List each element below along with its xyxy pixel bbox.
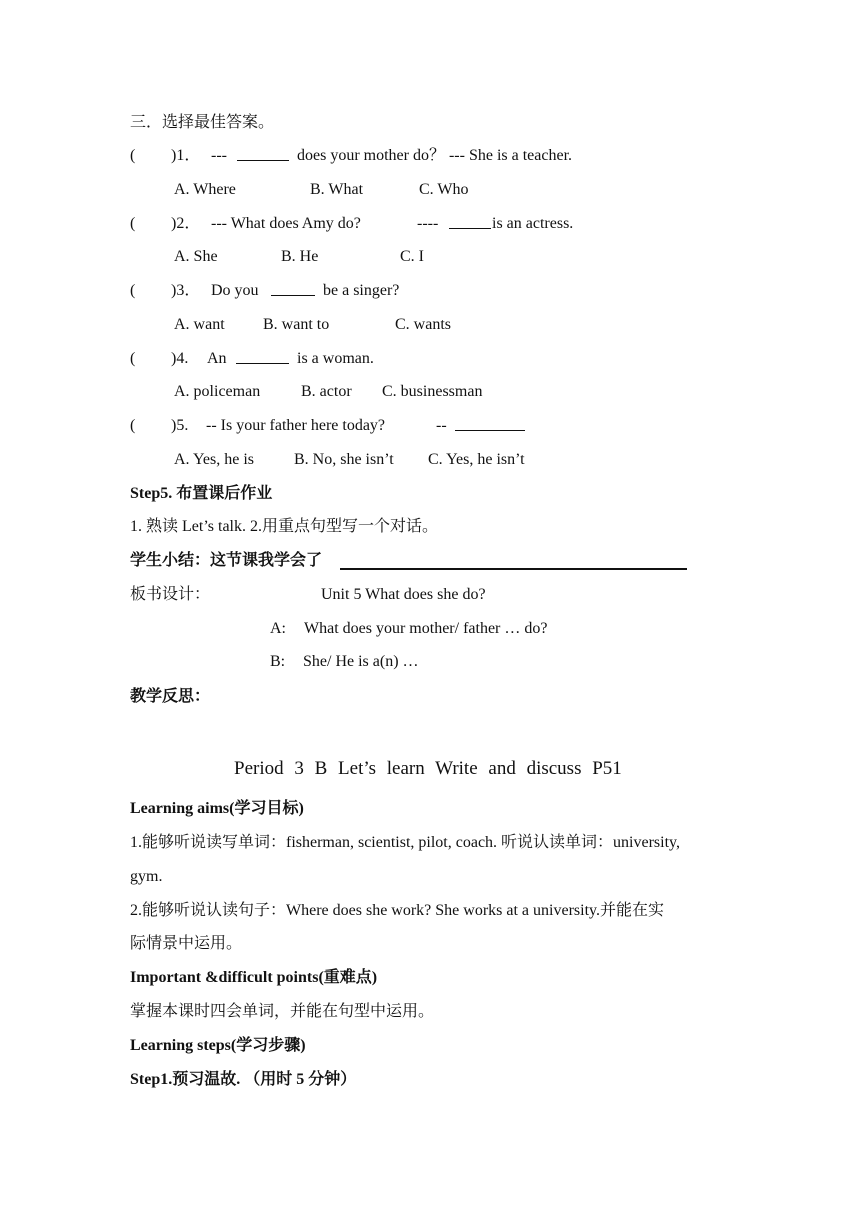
board-line-a-tag: A: <box>270 620 286 637</box>
points-text: 掌握本课时四会单词，并能在句型中运用。 <box>130 1003 435 1020</box>
step5-heading: Step5. 布置课后作业 <box>130 485 273 502</box>
board-title: Unit 5 What does she do? <box>321 586 486 603</box>
question-number: )4. <box>171 350 189 367</box>
option-a: A. policeman <box>174 383 261 400</box>
summary-blank[interactable] <box>340 551 687 570</box>
answer-blank[interactable] <box>237 146 289 161</box>
question-number: )3． <box>171 282 201 299</box>
reflection-label: 教学反思： <box>130 688 211 705</box>
question-text-pre: An <box>207 350 227 367</box>
question-text-pre: --- <box>211 147 227 164</box>
board-line-b: She/ He is a(n) … <box>303 653 419 670</box>
option-b: B. He <box>281 248 319 265</box>
board-label: 板书设计： <box>130 586 211 603</box>
homework-text: 1. 熟读 Let’s talk. 2.用重点句型写一个对话。 <box>130 518 438 535</box>
answer-blank[interactable] <box>455 416 525 431</box>
option-b: B. What <box>310 181 364 198</box>
option-b: B. want to <box>263 316 330 333</box>
paren-open: ( <box>130 282 136 299</box>
answer-blank[interactable] <box>236 349 289 364</box>
option-b: B. No, she isn’t <box>294 451 394 468</box>
question-text-post: is a woman. <box>297 350 374 367</box>
option-a: A. She <box>174 248 218 265</box>
board-line-a: What does your mother/ father … do? <box>304 620 548 637</box>
aim-1-line-2: gym. <box>130 868 163 885</box>
option-c: C. businessman <box>382 383 483 400</box>
summary-label: 学生小结：这节课我学会了 <box>130 552 323 569</box>
question-text-post: does your mother do？ --- She is a teacher. <box>297 147 573 164</box>
question-text-pre: -- Is your father here today? <box>206 417 386 434</box>
aim-2-line-1: 2.能够听说认读句子：Where does she work? She works at a university.并能在实 <box>130 902 664 919</box>
question-text-post: be a singer? <box>323 282 400 299</box>
paren-open: ( <box>130 417 136 434</box>
option-c: C. Who <box>419 181 469 198</box>
paren-open: ( <box>130 350 136 367</box>
answer-blank[interactable] <box>449 214 491 229</box>
answer-blank[interactable] <box>271 281 315 296</box>
paren-open: ( <box>130 215 136 232</box>
period-title: Period 3 B Let’s learn Write and discuss P51 <box>234 758 622 779</box>
option-a: A. Where <box>174 181 236 198</box>
option-b: B. actor <box>301 383 352 400</box>
question-text-mid: ---- <box>417 215 439 232</box>
board-line-b-tag: B: <box>270 653 286 670</box>
aim-1-line-1: 1.能够听说读写单词：fisherman, scientist, pilot, coach. 听说认读单词：university, <box>130 834 681 851</box>
points-heading: Important &difficult points(重难点) <box>130 969 378 986</box>
question-text-mid: -- <box>436 417 447 434</box>
question-number: )2． <box>171 215 201 232</box>
question-number: )1． <box>171 147 201 164</box>
step1-heading: Step1.预习温故. （用时 5 分钟） <box>130 1071 357 1088</box>
question-text-pre: --- What does Amy do? <box>211 215 361 232</box>
option-a: A. want <box>174 316 225 333</box>
question-text-post: is an actress. <box>492 215 574 232</box>
question-text-pre: Do you <box>211 282 259 299</box>
option-c: C. wants <box>395 316 451 333</box>
aim-2-line-2: 际情景中运用。 <box>130 935 243 952</box>
steps-heading: Learning steps(学习步骤) <box>130 1037 306 1054</box>
option-c: C. I <box>400 248 424 265</box>
paren-open: ( <box>130 147 136 164</box>
option-c: C. Yes, he isn’t <box>428 451 525 468</box>
aims-heading: Learning aims(学习目标) <box>130 800 304 817</box>
section-heading: 三．选择最佳答案。 <box>130 114 275 131</box>
option-a: A. Yes, he is <box>174 451 255 468</box>
question-number: )5. <box>171 417 189 434</box>
